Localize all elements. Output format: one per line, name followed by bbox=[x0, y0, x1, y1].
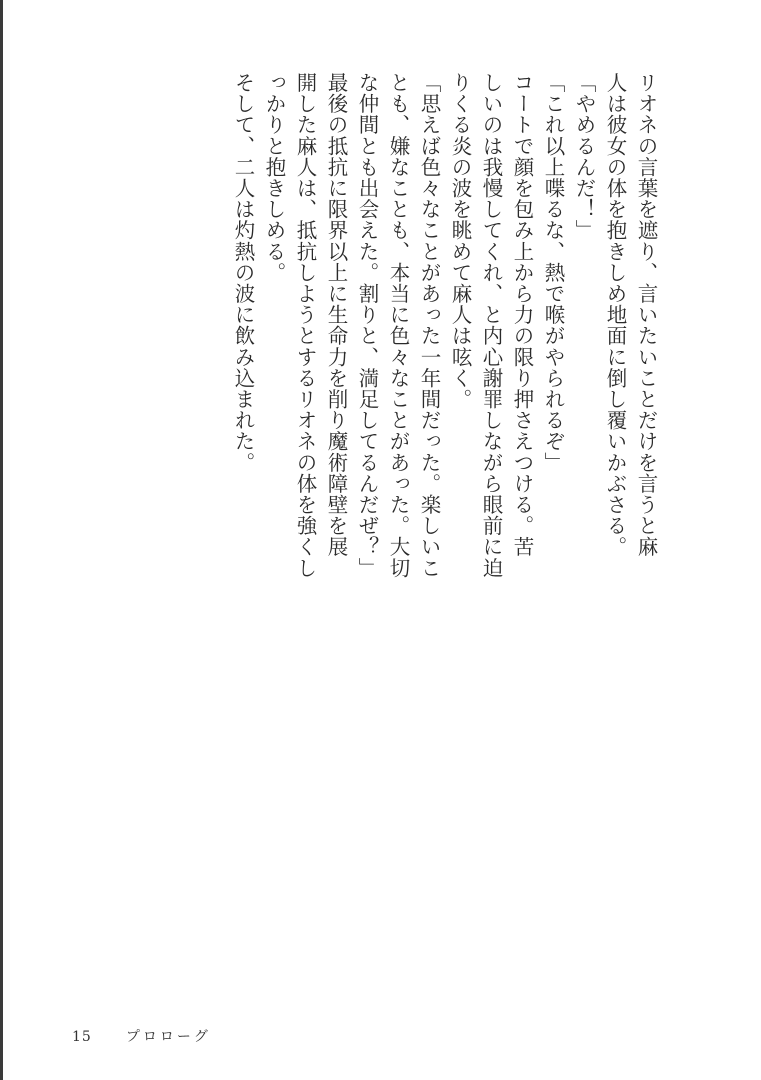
page-number: 15 bbox=[72, 1029, 92, 1045]
vertical-text-block bbox=[231, 72, 657, 792]
text-line: な仲間とも出会えた。割りと、満足してるんだぜ？」 bbox=[355, 72, 379, 579]
page-footer bbox=[72, 1026, 211, 1046]
text-line: 「やめるんだ！」 bbox=[572, 72, 596, 241]
text-line: そして、二人は灼熱の波に飲み込まれた。 bbox=[231, 72, 255, 473]
text-line: 人は彼女の体を抱きしめ地面に倒し覆いかぶさる。 bbox=[603, 72, 627, 558]
text-line: 開した麻人は、抵抗しようとするリオネの体を強くし bbox=[293, 72, 317, 579]
text-line: 最後の抵抗に限界以上に生命力を削り魔術障壁を展 bbox=[324, 72, 348, 558]
text-line: しいのは我慢してくれ、と内心謝罪しながら眼前に迫 bbox=[479, 72, 503, 579]
text-line: っかりと抱きしめる。 bbox=[262, 72, 286, 283]
text-line: りくる炎の波を眺めて麻人は呟く。 bbox=[448, 72, 472, 410]
chapter-title: プロローグ bbox=[125, 1029, 211, 1045]
page-spine-edge bbox=[0, 0, 3, 1080]
text-line: コートで顔を包み上から力の限り押さえつける。苦 bbox=[510, 72, 534, 558]
text-line: 「これ以上喋るな、熱で喉がやられるぞ」 bbox=[541, 72, 565, 473]
text-line: リオネの言葉を遮り、言いたいことだけを言うと麻 bbox=[634, 72, 658, 558]
text-line: とも、嫌なことも、本当に色々なことがあった。大切 bbox=[386, 72, 410, 579]
text-line: 「思えば色々なことがあった一年間だった。楽しいこ bbox=[417, 72, 441, 579]
